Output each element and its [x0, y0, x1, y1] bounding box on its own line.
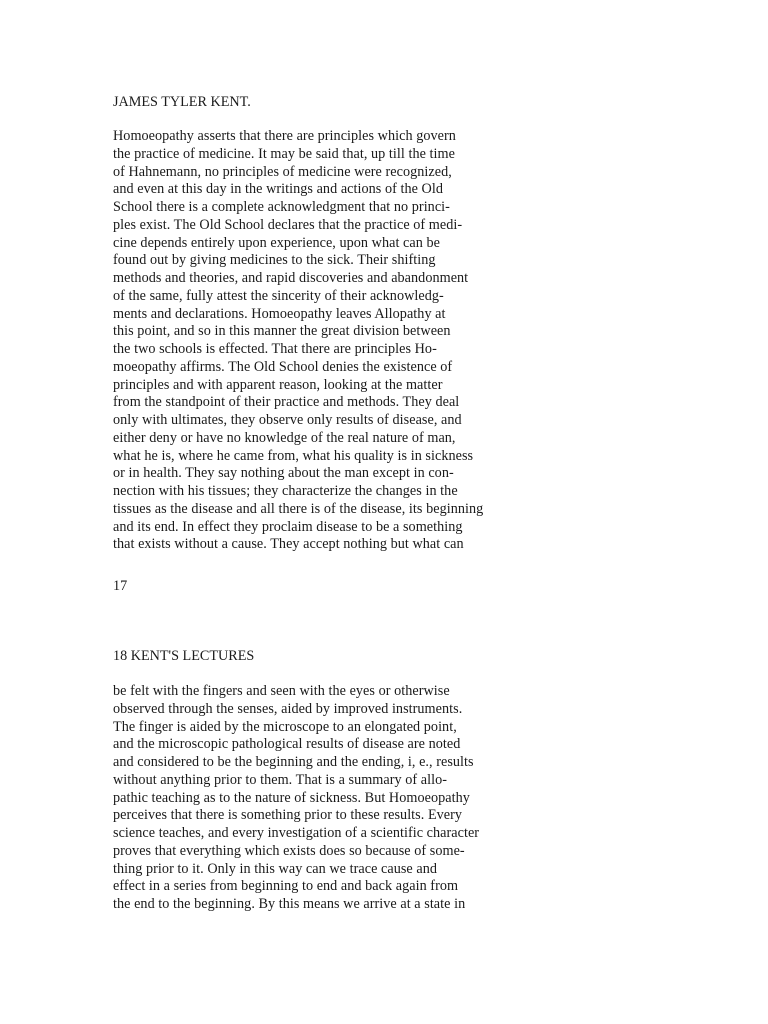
running-header: 18 KENT'S LECTURES — [113, 648, 255, 664]
body-text-page-17 — [113, 128, 713, 554]
page-number: 17 — [113, 578, 128, 594]
text-line: tissues as the disease and all there is of the disease, its beginning — [113, 500, 484, 517]
text-line: from the standpoint of their practice and methods. They deal — [113, 394, 460, 411]
text-line: and the microscopic pathological results of disease are noted — [113, 736, 461, 753]
page-heading-author: JAMES TYLER KENT. — [113, 94, 251, 110]
text-line: observed through the senses, aided by improved instruments. — [113, 700, 463, 717]
text-line: of the same, fully attest the sincerity of their acknowledg- — [113, 287, 444, 304]
text-line: found out by giving medicines to the sick. Their shifting — [113, 252, 436, 269]
text-line: this point, and so in this manner the great division between — [113, 323, 451, 340]
text-line: only with ultimates, they observe only results of disease, and — [113, 412, 462, 428]
text-line: or in health. They say nothing about the man except in con- — [113, 465, 454, 482]
text-line: methods and theories, and rapid discoveries and abandonment — [113, 270, 469, 286]
body-text-page-18 — [113, 683, 713, 914]
text-line: and its end. In effect they proclaim disease to be a something — [113, 518, 463, 535]
text-line: ples exist. The Old School declares that the practice of medi- — [113, 216, 463, 233]
text-line: and considered to be the beginning and the ending, i, e., results — [113, 754, 474, 770]
text-line: and even at this day in the writings and actions of the Old — [113, 181, 443, 198]
text-line: the end to the beginning. By this means we arrive at a state in — [113, 896, 466, 912]
text-line: what he is, where he came from, what his quality is in sickness — [113, 447, 474, 464]
text-line: moeopathy affirms. The Old School denies the existence of — [113, 358, 453, 375]
text-line: perceives that there is something prior to these results. Every — [113, 807, 463, 824]
text-line: cine depends entirely upon experience, upon what can be — [113, 234, 440, 251]
text-line: either deny or have no knowledge of the real nature of man, — [113, 429, 456, 446]
text-line: nection with his tissues; they characterize the changes in the — [113, 483, 458, 499]
text-line: of Hahnemann, no principles of medicine were recognized, — [113, 163, 452, 180]
text-line: effect in a series from beginning to end and back again from — [113, 878, 459, 895]
text-line: principles and with apparent reason, looking at the matter — [113, 376, 443, 393]
text-line: without anything prior to them. That is a summary of allo- — [113, 771, 448, 788]
text-line: School there is a complete acknowledgment that no princi- — [113, 199, 450, 215]
text-line: pathic teaching as to the nature of sickness. But Homoeopathy — [113, 789, 470, 806]
text-line: thing prior to it. Only in this way can we trace cause and — [113, 860, 437, 877]
text-line: The finger is aided by the microscope to an elongated point, — [113, 718, 457, 735]
text-line: Homoeopathy asserts that there are principles which govern — [113, 128, 456, 144]
text-line: the practice of medicine. It may be said that, up till the time — [113, 145, 455, 162]
text-line: that exists without a cause. They accept nothing but what can — [113, 536, 464, 553]
text-line: the two schools is effected. That there are principles Ho- — [113, 341, 437, 357]
text-line: proves that everything which exists does so because of some- — [113, 842, 465, 859]
text-line: science teaches, and every investigation of a scientific character — [113, 825, 480, 841]
text-line: be felt with the fingers and seen with the eyes or otherwise — [113, 683, 450, 699]
text-line: ments and declarations. Homoeopathy leaves Allopathy at — [113, 305, 446, 322]
